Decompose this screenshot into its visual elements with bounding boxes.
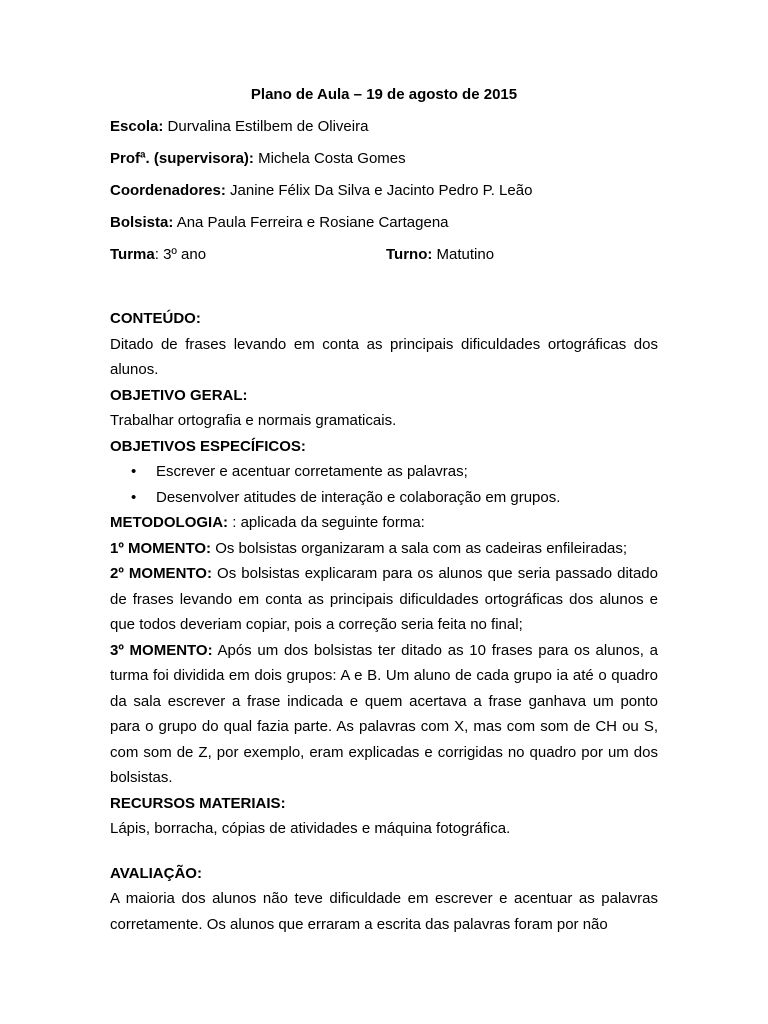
list-item bbox=[110, 485, 658, 511]
bullet-icon: • bbox=[131, 463, 137, 480]
coordenadores-label: Coordenadores: bbox=[110, 182, 226, 199]
bolsista-line bbox=[110, 212, 658, 234]
avaliacao-text: A maioria dos alunos não teve dificuldade em escrever e acentuar as palavras corretamente. Os alunos que erraram a escrita das palavras foram por não bbox=[110, 890, 658, 933]
coordenadores-line bbox=[110, 180, 658, 202]
recursos-heading: RECURSOS MATERIAIS: bbox=[110, 794, 286, 812]
momento-2-text: Os bolsistas explicaram para os alunos que seria passado ditado de frases levando em conta as principais dificuldades ortográficas dos alunos e que todos deveriam copiar, pois a correção seria feita no final; bbox=[110, 565, 658, 633]
recursos-text: Lápis, borracha, cópias de atividades e máquina fotográfica. bbox=[110, 820, 511, 837]
prof-label: Profª. (supervisora): bbox=[110, 150, 254, 167]
momento-1 bbox=[110, 536, 658, 562]
spacer bbox=[110, 276, 658, 306]
turno-value: Matutino bbox=[432, 246, 495, 263]
bolsista-value: Ana Paula Ferreira e Rosiane Cartagena bbox=[173, 214, 449, 231]
avaliacao-heading: AVALIAÇÃO: bbox=[110, 864, 202, 882]
momento-3-text: Após um dos bolsistas ter ditado as 10 frases para os alunos, a turma foi dividida em dois grupos: A e B. Um aluno de cada grupo ia até o quadro da sala escrever a frase indicada e quem acertava a frase ganhava um ponto para o grupo do qual fazia parte. As palavras com X, mas com som de CH ou S, com som de Z, por exemplo, eram explicadas e corrigidas no quadro por um dos bolsistas. bbox=[110, 641, 658, 786]
turno-label: Turno: bbox=[386, 246, 433, 263]
metodologia-line bbox=[110, 510, 658, 536]
turno-field bbox=[386, 244, 494, 266]
objetivos-list bbox=[110, 459, 658, 510]
conteudo-text: Ditado de frases levando em conta as principais dificuldades ortográficas dos alunos. bbox=[110, 335, 658, 378]
objetivos-especificos-heading: OBJETIVOS ESPECÍFICOS: bbox=[110, 437, 306, 455]
escola-label: Escola: bbox=[110, 118, 164, 135]
turma-value: : 3º ano bbox=[154, 246, 207, 263]
list-item-text: Escrever e acentuar corretamente as palavras; bbox=[156, 463, 468, 480]
prof-line bbox=[110, 148, 658, 170]
escola-line bbox=[110, 116, 658, 138]
momento-2 bbox=[110, 561, 658, 638]
momento-3 bbox=[110, 638, 658, 791]
metodologia-text: : aplicada da seguinte forma: bbox=[228, 514, 425, 531]
momento-1-text: Os bolsistas organizaram a sala com as cadeiras enfileiradas; bbox=[211, 539, 628, 557]
list-item-text: Desenvolver atitudes de interação e colaboração em grupos. bbox=[156, 488, 561, 506]
turma-label: Turma bbox=[110, 246, 155, 263]
objetivo-geral-heading: OBJETIVO GERAL: bbox=[110, 386, 248, 404]
prof-value: Michela Costa Gomes bbox=[253, 150, 406, 167]
momento-2-label: 2º MOMENTO: bbox=[110, 565, 212, 582]
turma-turno-line bbox=[110, 244, 658, 266]
coordenadores-value: Janine Félix Da Silva e Jacinto Pedro P. Leão bbox=[225, 182, 533, 199]
document-page bbox=[110, 84, 658, 937]
spacer bbox=[110, 842, 658, 861]
metodologia-label: METODOLOGIA: bbox=[110, 514, 229, 531]
page-title: Plano de Aula – 19 de agosto de 2015 bbox=[250, 86, 518, 103]
momento-1-label: 1º MOMENTO: bbox=[110, 539, 212, 557]
list-item bbox=[110, 459, 658, 485]
bullet-icon: • bbox=[131, 488, 137, 506]
objetivo-geral-text: Trabalhar ortografia e normais gramaticais. bbox=[110, 412, 397, 429]
escola-value: Durvalina Estilbem de Oliveira bbox=[163, 118, 369, 135]
momento-3-label: 3º MOMENTO: bbox=[110, 641, 213, 659]
bolsista-label: Bolsista: bbox=[110, 214, 174, 231]
conteudo-heading: CONTEÚDO: bbox=[110, 310, 201, 327]
